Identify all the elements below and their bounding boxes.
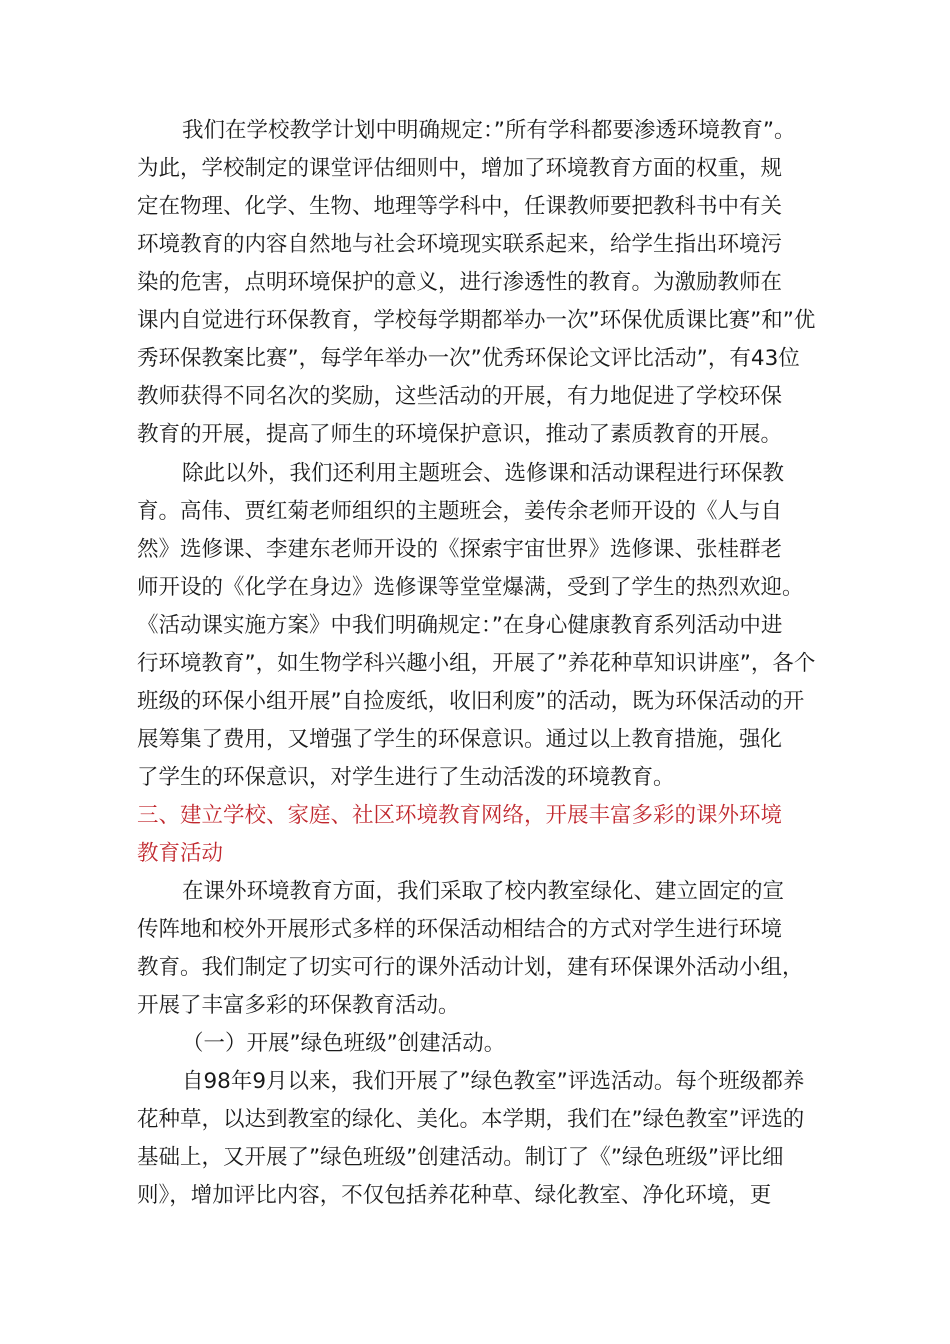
subheading-line: （一）开展”绿色班级”创建活动。 — [182, 1031, 506, 1056]
paragraph-line: 课内自觉进行环保教育，学校每学期都举办一次”环保优质课比赛”和”优 — [137, 308, 816, 333]
paragraph-line: 教育。我们制定了切实可行的课外活动计划，建有环保课外活动小组， — [137, 955, 804, 980]
paragraph-line: 教育的开展，提高了师生的环境保护意识，推动了素质教育的开展。 — [137, 422, 783, 447]
paragraph-line: 《活动课实施方案》中我们明确规定：”在身心健康教育系列活动中进 — [137, 613, 783, 638]
paragraph-line: 育。高伟、贾红菊老师组织的主题班会，姜传余老师开设的《人与自 — [137, 499, 783, 524]
paragraph-line: 了学生的环保意识，对学生进行了生动活泼的环境教育。 — [137, 765, 675, 790]
paragraph-line: 我们在学校教学计划中明确规定：”所有学科都要渗透环境教育”。 — [182, 118, 796, 143]
paragraph-line: 教师获得不同名次的奖励，这些活动的开展，有力地促进了学校环保 — [137, 384, 783, 409]
paragraph-line: 行环境教育”，如生物学科兴趣小组，开展了”养花种草知识讲座”，各个 — [137, 651, 816, 676]
paragraph-line: 展筹集了费用，又增强了学生的环保意识。通过以上教育措施，强化 — [137, 727, 783, 752]
paragraph-line: 在课外环境教育方面，我们采取了校内教室绿化、建立固定的宣 — [182, 879, 785, 904]
paragraph-line: 除此以外，我们还利用主题班会、选修课和活动课程进行环保教 — [182, 461, 785, 486]
paragraph-line: 班级的环保小组开展”自捡废纸，收旧利废”的活动，既为环保活动的开 — [137, 689, 805, 714]
paragraph-line: 传阵地和校外开展形式多样的环保活动相结合的方式对学生进行环境 — [137, 917, 783, 942]
section-heading-line: 三、建立学校、家庭、社区环境教育网络，开展丰富多彩的课外环境 — [137, 803, 783, 828]
section-heading-line: 教育活动 — [137, 841, 224, 866]
paragraph-line: 开展了丰富多彩的环保教育活动。 — [137, 993, 460, 1018]
paragraph-line: 则》，增加评比内容，不仅包括养花种草、绿化教室、净化环境，更 — [137, 1183, 772, 1208]
paragraph-line: 环境教育的内容自然地与社会环境现实联系起来，给学生指出环境污 — [137, 232, 783, 257]
paragraph-line: 然》选修课、李建东老师开设的《探索宇宙世界》选修课、张桂群老 — [137, 537, 783, 562]
paragraph-line: 自98年9月以来，我们开展了”绿色教室”评选活动。每个班级都养 — [182, 1069, 805, 1094]
paragraph-line: 基础上，又开展了”绿色班级”创建活动。制订了《”绿色班级”评比细 — [137, 1145, 784, 1170]
paragraph-line: 为此，学校制定的课堂评估细则中，增加了环境教育方面的权重，规 — [137, 156, 783, 181]
paragraph-line: 染的危害，点明环境保护的意义，进行渗透性的教育。为激励教师在 — [137, 270, 783, 295]
paragraph-line: 花种草，以达到教室的绿化、美化。本学期，我们在”绿色教室”评选的 — [137, 1107, 805, 1132]
paragraph-line: 师开设的《化学在身边》选修课等堂堂爆满，受到了学生的热烈欢迎。 — [137, 575, 804, 600]
paragraph-line: 定在物理、化学、生物、地理等学科中，任课教师要把教科书中有关 — [137, 194, 783, 219]
paragraph-line: 秀环保教案比赛”，每学年举办一次”优秀环保论文评比活动”，有43位 — [137, 346, 800, 371]
